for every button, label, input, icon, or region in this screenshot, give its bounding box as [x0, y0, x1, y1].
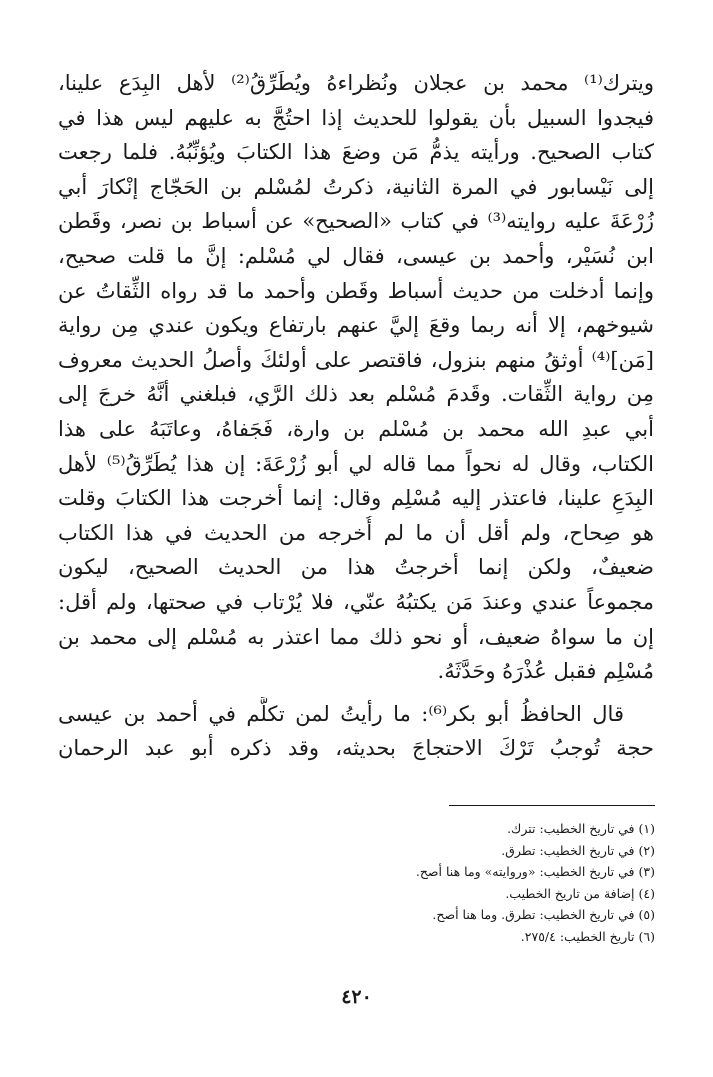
footnotes — [59, 818, 655, 948]
text-line: كتاب الصحيح. ورأيته يذمُّ مَن وضعَ هذا الكتابَ ويُؤنِّبُهُ. فلما رجعت — [58, 140, 654, 165]
text-line: البِدَعِ علينا، فاعتذر إليه مُسْلِم وقال: إنما أخرجت هذا الكتابَ وقلت — [58, 486, 654, 511]
text-line: إلى نَيْسابور في المرة الثانية، ذكرتُ لمُسْلم بن الحَجّاج إنْكارَ أبي — [58, 174, 654, 199]
text-line: زُرْعَةَ عليه روايته⁽³⁾ في كتاب «الصحيح» عن أسباط بن نصر، وقَطن — [58, 209, 654, 234]
text-line: [مَن]⁽⁴⁾ أوثقُ منهم بنزول، فاقتصر على أولئكَ وأصلُ الحديث معروف — [58, 347, 654, 372]
text-line: وإنما أدخلت من حديث أسباط وقَطن وأحمد ما قد رواه الثِّقاتُ عن — [58, 278, 654, 303]
text-line: حجة تُوجبُ تَرْكَ الاحتجاجَ بحديثه، وقد ذكره أبو عبد الرحمان — [58, 736, 654, 761]
text-line: إن ما سواهُ ضعيف، أو نحو ذلك مما اعتذر به مُسْلم إلى محمد بن — [58, 624, 654, 649]
text-line: قال الحافظُ أبو بكر⁽⁶⁾: ما رأيتُ لمن تكلَّم في أحمد بن عيسى — [58, 701, 624, 726]
text-line: الكتاب، وقال له نحواً مما قاله لي أبو زُرْعَةَ: إن هذا يُطَرِّقُ⁽⁵⁾ لأهل — [58, 451, 654, 476]
footnote: (٢) في تاريخ الخطيب: تطرق. — [501, 842, 655, 858]
text-line: أبي عبدِ الله محمد بن مُسْلم بن وارة، فَجَفاهُ، وعاتَبَهُ على هذا — [58, 416, 654, 441]
page-number: ٤٢٠ — [341, 986, 372, 1008]
text-line: ابن نُسَيْر، وأحمد بن عيسى، فقال لي مُسْلم: إنَّ ما قلت صحيح، — [58, 243, 654, 268]
footnote: (٥) في تاريخ الخطيب: تطرق. وما هنا أصح. — [432, 907, 655, 923]
footnote: (٤) إضافة من تاريخ الخطيب. — [505, 885, 655, 901]
footnote-divider — [449, 805, 655, 806]
paragraph-gap — [58, 689, 654, 697]
text-line: هو صِحاح، ولم أقل أن ما لم أُخرجه من الحديث في هذا الكتاب — [58, 520, 654, 545]
text-line: ضعيفٌ، ولكن إنما أخرجتُ هذا من الحديث الصحيح، ليكون — [58, 555, 654, 580]
main-text — [58, 66, 654, 766]
text-line: مجموعاً عندي وعندَ مَن يكتبُهُ عنّي، فلا يُرْتاب في صحتها، ولم أقل: — [58, 589, 654, 614]
text-line: مُسْلِم فقبل عُذْرَهُ وحَدَّثَهُ. — [437, 659, 654, 684]
text-line: ويترك⁽¹⁾ محمد بن عجلان ونُظراءهُ ويُطَرِّقُ⁽²⁾ لأهل البِدَع علينا، — [58, 71, 654, 95]
text-line: شيوخهم، إلا أنه ربما وقعَ إليَّ عنهم بارتفاع ويكون عندي مِن رواية — [58, 313, 654, 338]
text-line: مِن رواية الثِّقات. وقَدمَ مُسْلم بعد ذلك الرَّي، فبلغني أنَّهُ خرجَ إلى — [58, 382, 654, 407]
footnote: (١) في تاريخ الخطيب: تترك. — [507, 821, 655, 836]
footnote: (٣) في تاريخ الخطيب: «وروايته» وما هنا أصح. — [415, 864, 655, 880]
text-line: فيجدوا السبيل بأن يقولوا للحديث إذا احتُجَّ به عليهم ليس هذا في — [58, 105, 654, 130]
footnote: (٦) تاريخ الخطيب: ٢٧٥/٤. — [520, 928, 655, 944]
